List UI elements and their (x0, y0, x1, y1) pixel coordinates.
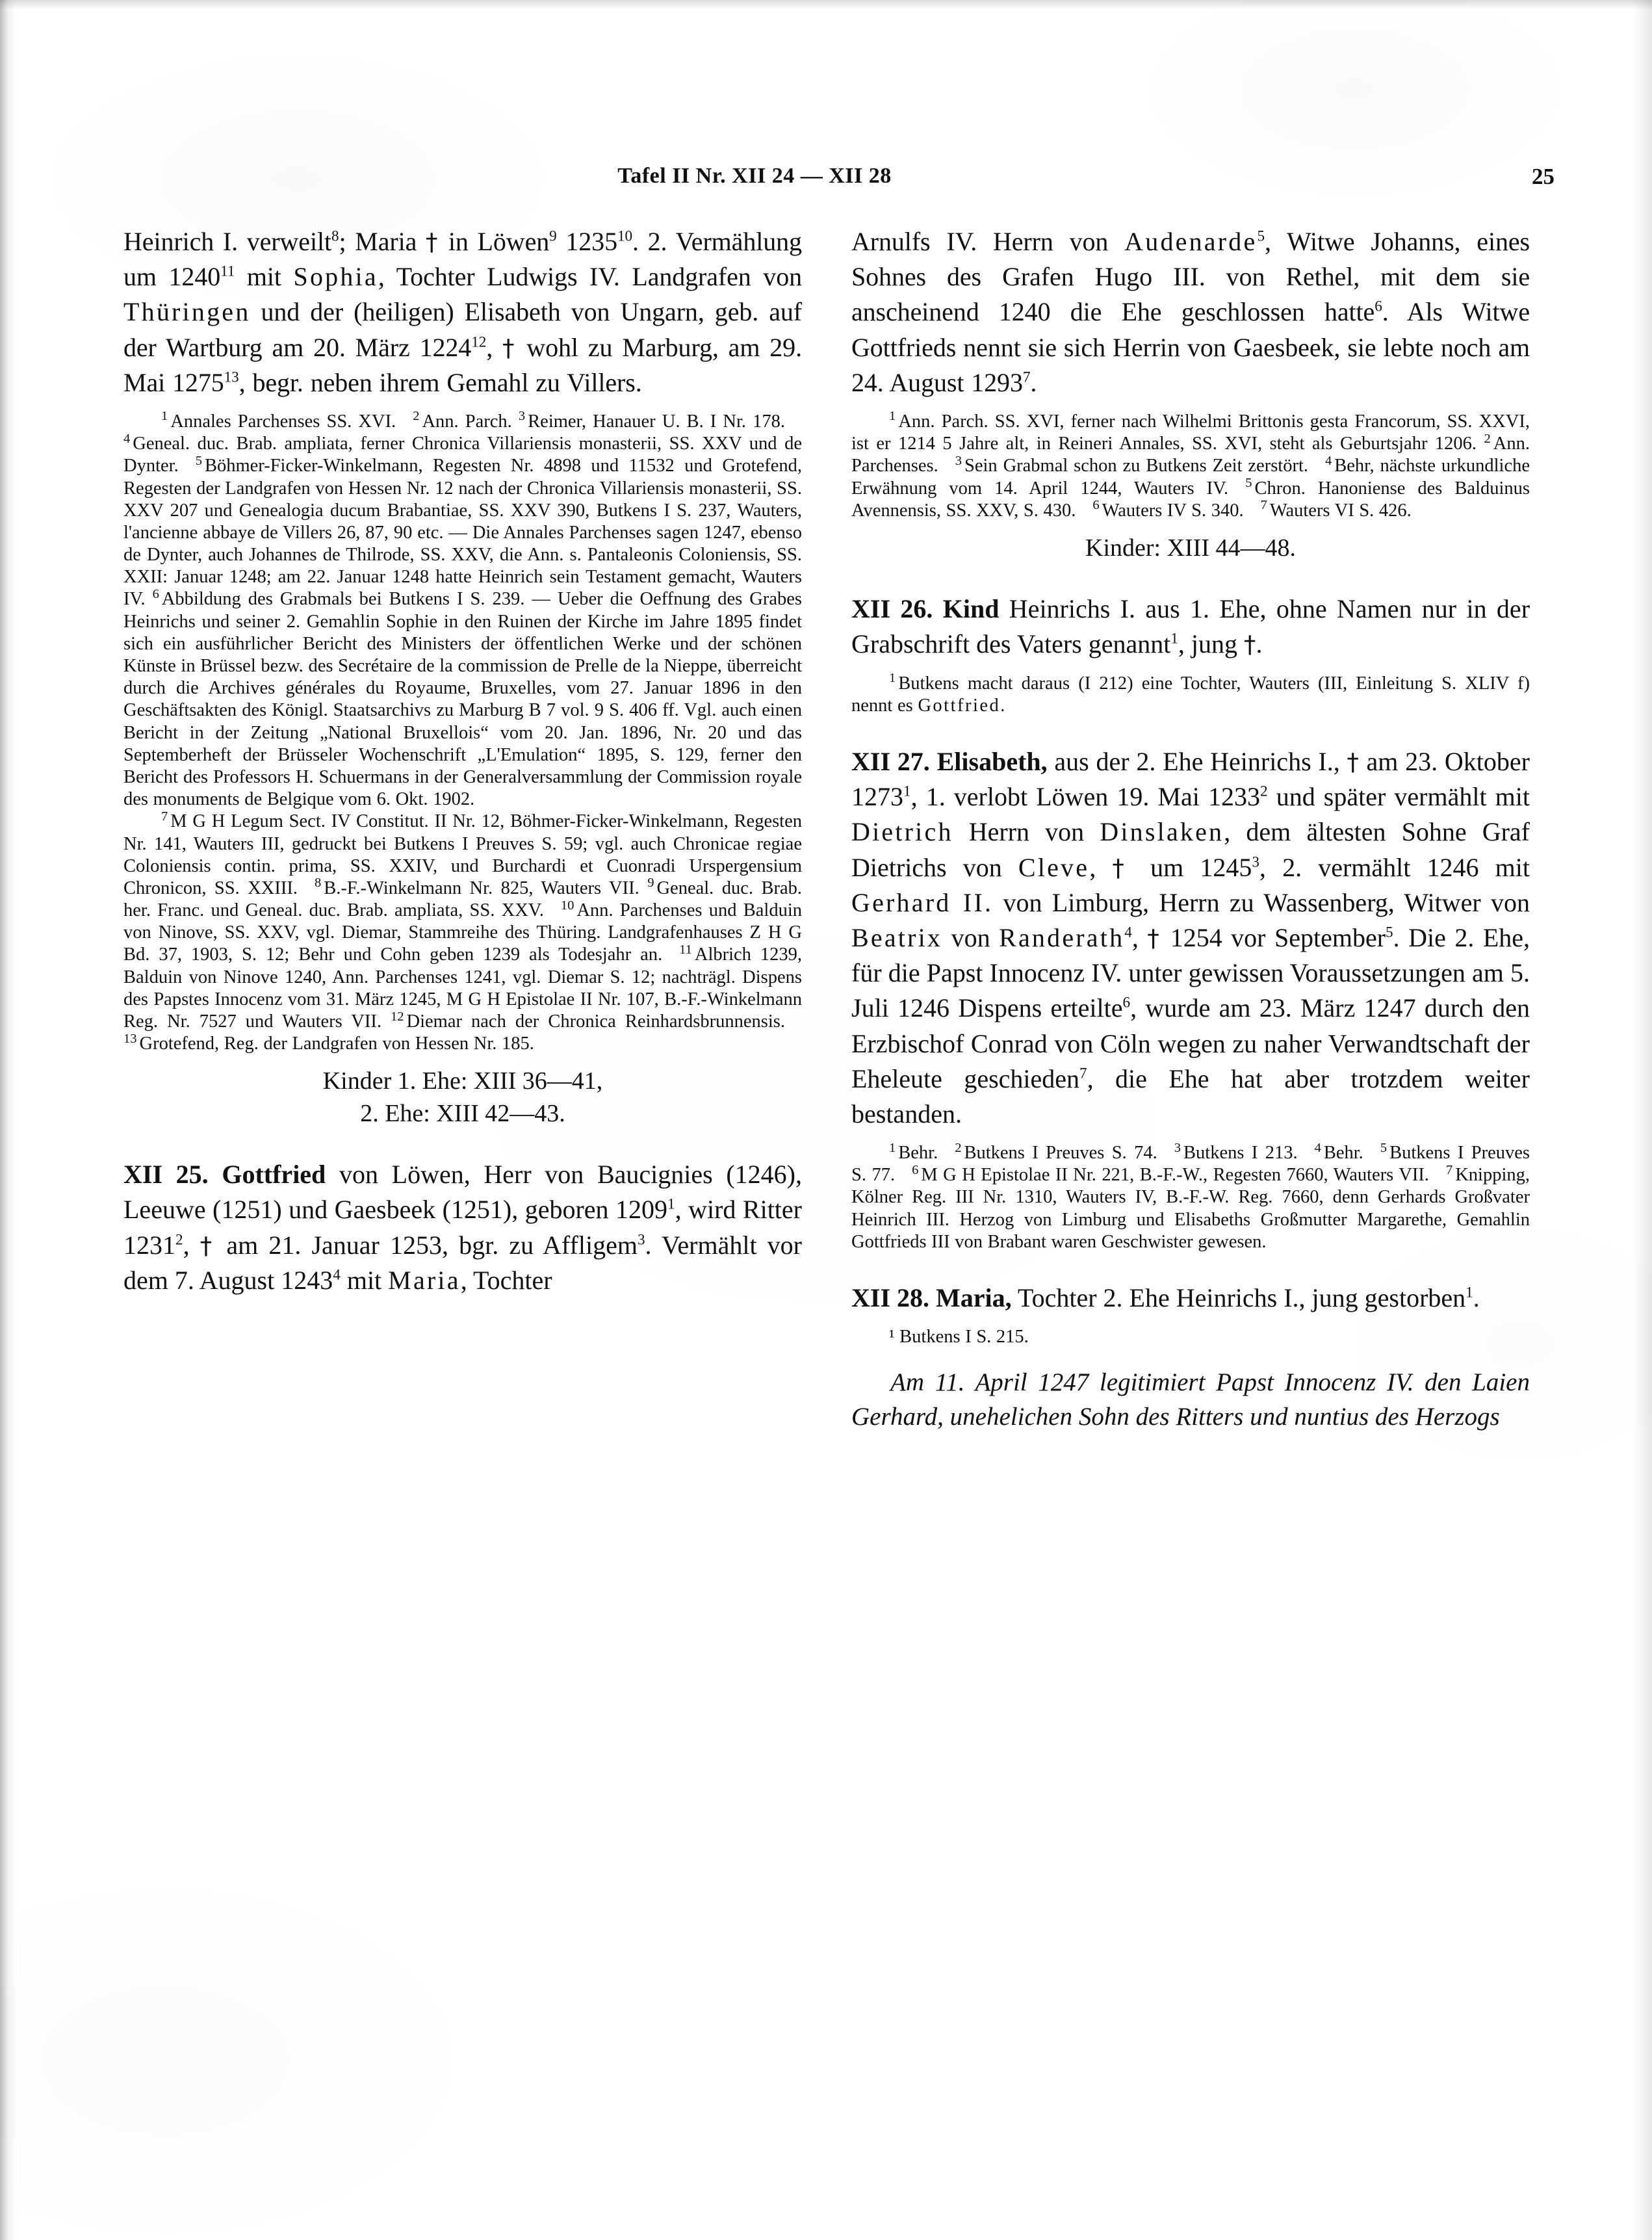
entry-xii-25: XII 25. Gottfried von Löwen, Herr von Baucignies (1246), Leeuwe (1251) und Gaesbeek (1251), geboren 1209$^1$, wird Ritter 1231$^2$, † am 21. Januar 1253, bgr. zu Affligem$^3$. Vermählt vor dem 7. August 1243$^4$ mit Maria, Tochter (123, 1160, 803, 1295)
scan-shadow-top (0, 0, 1652, 9)
closing-italic-note: Am 11. April 1247 legitimiert Papst Innocenz IV. den Laien Gerhard, unehelichen Sohn des Ritters und nuntius des Herzogs (851, 1368, 1530, 1431)
entry-xii-26-number: XII 26. (851, 594, 933, 624)
left-column (123, 224, 802, 1434)
scan-shadow-right (1633, 0, 1652, 2240)
entry-xii-28-footnote: ¹ Butkens I S. 215. (889, 1327, 1029, 1348)
entry-xii-27-number: XII 27. (851, 747, 930, 777)
entry-xii-28-name: Maria, (936, 1283, 1012, 1313)
left-body-continuation: Heinrich I. verweilt$^8$; Maria † in Löwen$^9$ 1235$^{10}$. 2. Vermählung um 1240$^{11}$ mit Sophia, Tochter Ludwigs IV. Landgrafen von Thüringen und der (heiligen) Elisabeth von Ungarn, geb. auf der Wartburg am 20. März 1224$^{12}$, † wohl zu Marburg, am 29. Mai 1275$^{13}$, begr. neben ihrem Gemahl zu Villers. (123, 227, 802, 397)
entry-xii-27-footnotes: $^1$ Behr. $^2$ Butkens I Preuves S. 74. $^3$ Butkens I 213. $^4$ Behr. $^5$ Butkens I Preuves S. 77. $^6$ M G H Epistolae II Nr. 221, B.-F.-W., Regesten 7660, Wauters VII. $^7$ Knipping, Kölner Reg. III Nr. 1310, Wauters IV, B.-F.-W. Reg. 7660, denn Gerhards Großvater Heinrich III. Herzog von Limburg und Elisabeths Großmutter Margarethe, Gemahlin Gottfrieds III von Brabant waren Geschwister gewesen. (851, 1140, 1530, 1252)
entry-xii-27-name: Elisabeth, (936, 747, 1048, 777)
right-kinder-line: Kinder: XIII 44—48. (1085, 534, 1296, 562)
right-footnotes-top: $^1$ Ann. Parch. SS. XVI, ferner nach Wilhelmi Brittonis gesta Francorum, SS. XXVI, ist er 1214 5 Jahre alt, in Reineri Annales, SS. XVI, steht als Geburtsjahr 1206. $^2$ Ann. Parchenses. $^3$ Sein Grabmal schon zu Butkens Zeit zerstört. $^4$ Behr, nächste urkundliche Erwähnung vom 14. April 1244, Wauters IV. $^5$ Chron. Hanoniense des Balduinus Avennensis, SS. XXV, S. 430. $^6$ Wauters IV S. 340. $^7$ Wauters VI S. 426. (851, 409, 1530, 521)
left-kinder-line-2: 2. Ehe: XIII 42—43. (360, 1099, 565, 1127)
entry-xii-26-footnote: $^1$ Butkens macht daraus (I 212) eine Tochter, Wauters (III, Einleitung S. XLIV f) nennt es Gottfried. (851, 671, 1530, 716)
entry-xii-28-number: XII 28. (851, 1283, 930, 1313)
running-head-title: Tafel II Nr. XII 24 — XII 28 (617, 164, 892, 188)
entry-xii-28: XII 28. Maria, Tochter 2. Ehe Heinrichs I., jung gestorben$^1$. (851, 1283, 1480, 1313)
running-head (123, 164, 1555, 203)
entry-xii-25-name: Gottfried (222, 1160, 326, 1190)
page-number: 25 (1532, 164, 1555, 189)
entry-xii-25-number: XII 25. (123, 1160, 209, 1190)
scan-shadow-left (0, 0, 17, 2240)
left-footnotes-part2: $^7$ M G H Legum Sect. IV Constitut. II Nr. 12, Böhmer-Ficker-Winkelmann, Regesten Nr. 141, Wauters III, gedruckt bei Butkens I Preuves S. 59; vgl. auch Chronicae regiae Coloniensis contin. prima, SS. XXIV, und Burchardi et Cuonradi Urspergensium Chronicon, SS. XXIII. $^8$ B.-F.-Winkelmann Nr. 825, Wauters VII. $^9$ Geneal. duc. Brab. her. Franc. und Geneal. duc. Brab. ampliata, SS. XXV. $^{10}$ Ann. Parchenses und Balduin von Ninove, SS. XXV, vgl. Diemar, Stammreihe des Thüring. Landgrafenhauses Z H G Bd. 37, 1903, S. 12; Behr und Cohn geben 1239 als Todesjahr an. $^{11}$ Albrich 1239, Balduin von Ninove 1240, Ann. Parchenses 1241, vgl. Diemar S. 12; nachträgl. Dispens des Papstes Innocenz vom 31. März 1245, M G H Epistolae II Nr. 107, B.-F.-Winkelmann Reg. Nr. 7527 und Wauters VII. $^{12}$ Diemar nach der Chronica Reinhardsbrunnensis.$^{13}$ Grotefend, Reg. der Landgrafen von Hessen Nr. 185. (123, 809, 803, 1054)
two-column-body (123, 224, 1547, 1434)
entry-xii-27: XII 27. Elisabeth, aus der 2. Ehe Heinrichs I., † am 23. Oktober 1273$^1$, 1. verlobt Löwen 19. Mai 1233$^2$ und später vermählt mit Dietrich Herrn von Dinslaken, dem ältesten Sohne Graf Dietrichs von Cleve, † um 1245$^3$, 2. vermählt 1246 mit Gerhard II. von Limburg, Herrn zu Wassenberg, Witwer von Beatrix von Randerath$^4$, † 1254 vor September$^5$. Die 2. Ehe, für die Papst Innocenz IV. unter gewissen Voraussetzungen am 5. Juli 1246 Dispens erteilte$^6$, wurde am 23. März 1247 durch den Erzbischof Conrad von Cöln wegen zu naher Verwandtschaft der Eheleute geschieden$^7$, die Ehe hat aber trotzdem weiter bestanden. (851, 747, 1530, 1128)
entry-xii-26: XII 26. Kind Heinrichs I. aus 1. Ehe, ohne Namen nur in der Grabschrift des Vaters genannt$^1$, jung †. (851, 594, 1530, 659)
right-column (851, 224, 1530, 1434)
entry-xii-26-name: Kind (942, 594, 1000, 624)
left-kinder-line-1: Kinder 1. Ehe: XIII 36—41, (322, 1067, 603, 1095)
left-footnotes-part1: $^1$ Annales Parchenses SS. XVI. $^2$ Ann. Parch. $^3$ Reimer, Hanauer U. B. I Nr. 178.$^4$ Geneal. duc. Brab. ampliata, ferner Chronica Villariensis monasterii, SS. XXV und de Dynter. $^5$ Böhmer-Ficker-Winkelmann, Regesten Nr. 4898 und 11532 und Grotefend, Regesten der Landgrafen von Hessen Nr. 12 nach der Chronica Villariensis monasterii, SS. XXV 207 und Genealogia ducum Brabantiae, SS. XXV 390, Butkens I S. 237, Wauters, l'ancienne abbaye de Villers 26, 87, 90 etc. — Die Annales Parchenses sagen 1247, ebenso de Dynter, auch Johannes de Thilrode, SS. XXV, die Ann. s. Pantaleonis Coloniensis, SS. XXII: Januar 1248; am 22. Januar 1248 hatte Heinrich sein Testament gemacht, Wauters IV. $^6$ Abbildung des Grabmals bei Butkens I S. 239. — Ueber die Oeffnung des Grabes Heinrichs und seiner 2. Gemahlin Sophie in den Ruinen der Kirche im Jahre 1895 findet sich ein ausführlicher Bericht des Ministers der öffentlichen Werke und der schönen Künste in Brüssel bezw. des Secrétaire de la commission de Prelle de la Nieppe, überreicht durch die Archives générales du Royaume, Bruxelles, vom 27. Januar 1896 in den Geschäftsakten des Königl. Staatsarchivs zu Marburg B 7 vol. 9 S. 406 ff. Vgl. auch einen Bericht in der Zeitung „National Bruxellois“ vom 20. Jan. 1896, Nr. 20 und das Septemberheft der Brüsseler Wochenschrift „L'Emulation“ 1895, S. 129, ferner den Bericht des Professors H. Schuermans in der Generalversammlung der Commission royale des monuments de Belgique vom 6. Okt. 1902. (123, 409, 802, 810)
right-body-continuation: Arnulfs IV. Herrn von Audenarde$^5$, Witwe Johanns, eines Sohnes des Grafen Hugo III. von Rethel, mit dem sie anscheinend 1240 die Ehe geschlossen hatte$^6$. Als Witwe Gottfrieds nennt sie sich Herrin von Gaesbeek, sie lebte noch am 24. August 1293$^7$. (851, 227, 1530, 397)
